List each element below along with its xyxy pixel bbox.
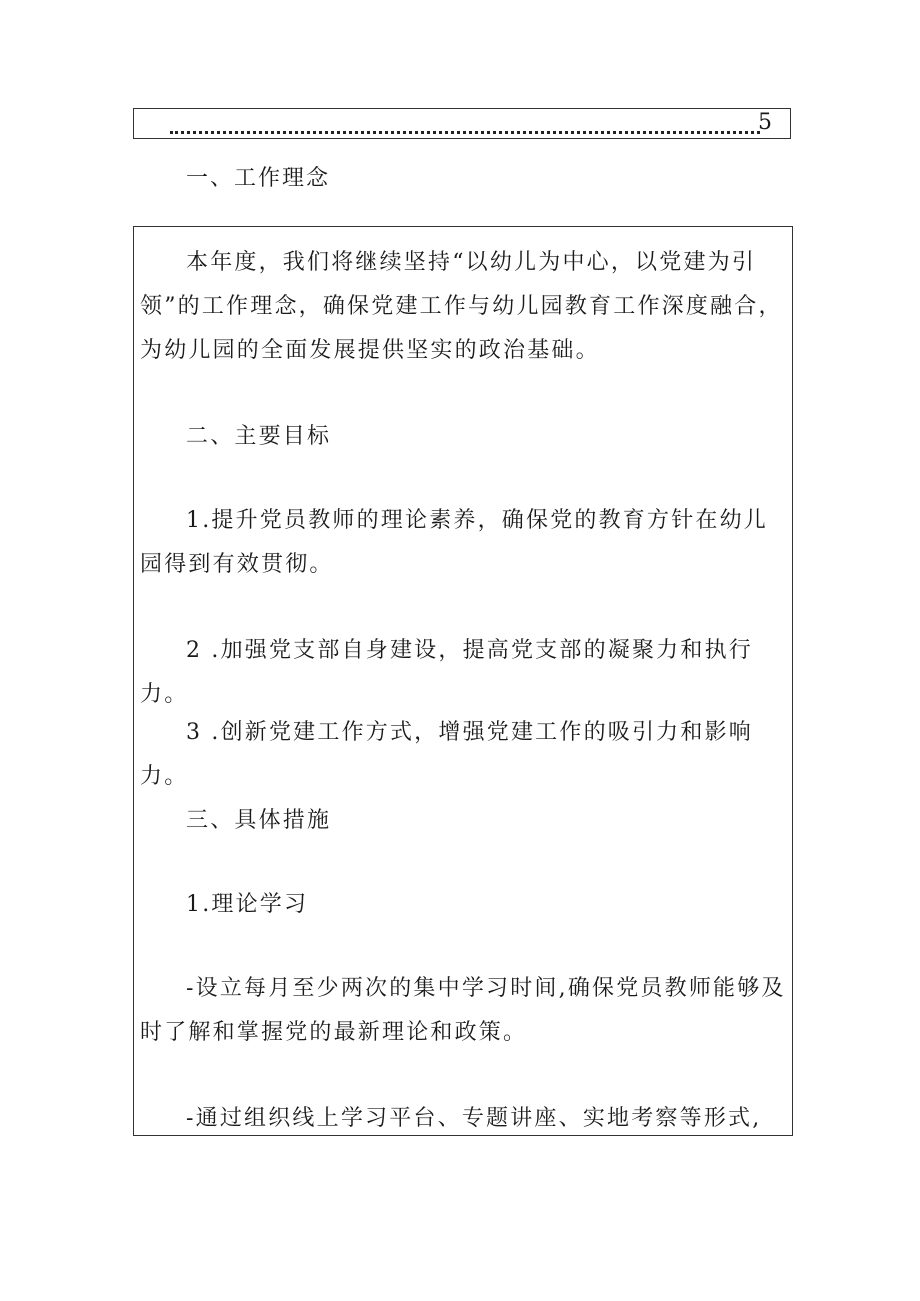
content-frame xyxy=(133,226,793,1136)
measure-point-1: -设立每月至少两次的集中学习时间,确保党员教师能够及时了解和掌握党的最新理论和政策。 xyxy=(140,976,786,1045)
section-heading-specific-measures: 三、具体措施 xyxy=(186,808,332,833)
goal-item-3: 3 .创新党建工作方式，增强党建工作的吸引力和影响力。 xyxy=(140,720,753,789)
toc-page-number: 5 xyxy=(758,110,772,135)
paragraph-work-philosophy: 本年度，我们将继续坚持“以幼儿为中心，以党建为引领”的工作理念，确保党建工作与幼儿园教育工作深度融合，为幼儿园的全面发展提供坚实的政治基础。 xyxy=(140,250,783,363)
section-heading-work-philosophy: 一、工作理念 xyxy=(186,166,331,191)
toc-entry xyxy=(133,108,791,139)
section-heading-main-goals: 二、主要目标 xyxy=(186,424,332,449)
measure-title-theory-study: 1.理论学习 xyxy=(186,892,309,917)
toc-dot-leader xyxy=(170,131,760,134)
goal-item-2: 2 .加强党支部自身建设，提高党支部的凝聚力和执行力。 xyxy=(140,638,753,707)
content-frame-bottom-border xyxy=(134,1135,792,1136)
goal-item-1: 1.提升党员教师的理论素养，确保党的教育方针在幼儿园得到有效贯彻。 xyxy=(140,508,768,577)
measure-point-2: -通过组织线上学习平台、专题讲座、实地考察等形式, xyxy=(186,1106,762,1131)
